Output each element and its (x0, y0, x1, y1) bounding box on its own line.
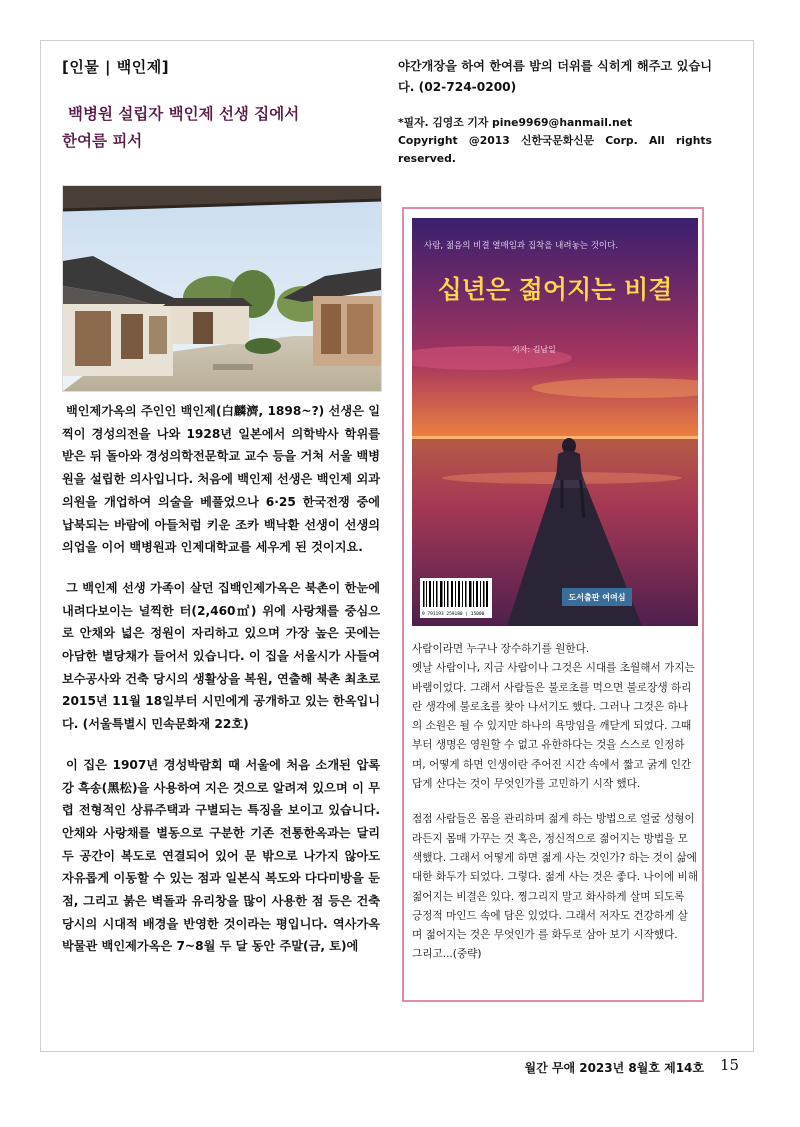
footer-issue: 월간 무애 2023년 8월호 제14호 (524, 1061, 704, 1075)
headline (62, 101, 380, 155)
left-column (62, 56, 380, 958)
article-paragraph-1: 백인제가옥의 주인인 백인제(白麟濟, 1898~?) 선생은 일찍이 경성의전을 나와 1928년 일본에서 의학박사 학위를 받은 뒤 돌아와 경성의학전문학교 교수 등을 거쳐 서울 백병원을 설립한 의사입니다. 처음에 백인제 선생은 백인제 외과의원을 개업하여 의술을 베풀었으나 6·25 한국전쟁 중에 납북되는 바람에 아들처럼 키운 조카 백낙환 선생이 선생의 의업을 이어 백병원과 인제대학교를 세우게 된 것이지요. (62, 404, 380, 555)
article-paragraph-3: 이 집은 1907년 경성박람회 때 서울에 처음 소개된 압록강 흑송(黑松)을 사용하여 지은 것으로 알려져 있으며 이 무렵 전형적인 상류주택과 구별되는 특징을 보이고 있습니다. 안채와 사랑채를 별동으로 구분한 기존 전통한옥과는 달리 두 공간이 복도로 연결되어 있어 문 밖으로 나가지 않아도 자유롭게 이동할 수 있는 점과 일본식 복도와 다다미방을 둔 점, 그리고 붉은 벽돌과 유리창을 많이 사용한 점 등은 건축 당시의 시대적 배경을 반영한 것이라는 평입니다. 역사가옥박물관 백인제가옥은 7~8월 두 달 동안 주말(금, 토)에 (62, 757, 380, 954)
headline-line-1: 백병원 설립자 백인제 선생 집에서 (68, 105, 300, 123)
book-ad-box (402, 207, 704, 1002)
credit-copyright: Copyright @2013 신한국문화신문 Corp. All rights reserved. (398, 134, 712, 165)
article-continuation: 야간개장을 하여 한여름 밤의 더위를 식히게 해주고 있습니다. (02-724-0200) (398, 59, 712, 94)
book-ad-text (412, 640, 698, 965)
article-paragraph-2: 그 백인제 선생 가족이 살던 집백인제가옥은 북촌이 한눈에 내려다보이는 널찍한 터(2,460㎡) 위에 사랑채를 중심으로 안채와 넓은 정원이 자리하고 있으며 가장 높은 곳에는 아담한 별당채가 들어서 있습니다. 이 집을 서울시가 사들여 보수공사와 건축 당시의 생활상을 복원, 연출해 북촌 최초로 2015년 11월 18일부터 시민에게 공개하고 있는 한옥입니다. (서울특별시 민속문화재 22호) (62, 580, 380, 732)
cover-publisher: 도서출판 여여심 (568, 593, 626, 602)
hanok-courtyard-photo (62, 185, 382, 392)
right-column (398, 56, 712, 168)
headline-line-2: 한여름 피서 (62, 132, 143, 150)
hanok-photo-illustration (63, 186, 381, 391)
credit-author: *필자. 김영조 기자 pine9969@hanmail.net (398, 116, 633, 129)
page-number: 15 (720, 1056, 740, 1074)
ad-paragraph-2: 옛날 사람이나, 지금 사람이나 그것은 시대를 초월해서 가지는 바램이었다. 그래서 사람들은 불로초를 먹으면 불로장생 하리란 생각에 불로초를 찾아 나서기도 했다. 그러나 그것은 하나의 소원은 될 수 있지만 하나의 욕망임을 깨닫게 되었다. 그때부터 생명은 영원할 수 없고 유한하다는 것을 스스로 인정하며, 어떻게 하면 인생이란 주어진 시간 속에서 짧고 굵게 인간답게 산다는 것이 무엇인가를 고민하기 시작 했다. (412, 662, 695, 791)
ad-paragraph-1: 사람이라면 누구나 장수하기를 원한다. (412, 643, 590, 655)
cover-author: 지자: 김남일 (512, 345, 556, 354)
book-cover (412, 218, 698, 626)
cover-title: 십년은 젊어지는 비결 (437, 275, 673, 304)
barcode (420, 578, 492, 618)
book-cover-art (412, 218, 698, 626)
section-label: [인물 | 백인제] (62, 58, 170, 76)
barcode-digits: 9 791193 259180 | 15000 (422, 612, 485, 617)
cover-tagline: 사람, 젊음의 비결 열매임과 집착을 내려놓는 것이다. (424, 241, 619, 251)
ad-paragraph-3: 점점 사람들은 몸을 관리하며 젊게 하는 방법으로 얼굴 성형이라든지 몸매 가꾸는 것 혹은, 정신적으로 젊어지는 방법을 모색했다. 그래서 어떻게 하면 젊게 사는 것인가? 하는 것이 삶에 대한 화두가 되었다. 그렇다. 젊게 사는 것은 좋다. 나이에 비해 젊어지는 비결은 있다. 찡그리지 말고 화사하게 살며 되도록 긍정적 마인드 속에 담은 있었다. 그래서 저자도 건강하게 살며 젊어지는 것은 무엇인가 를 화두로 삼아 보기 시작했다. (412, 813, 699, 942)
article-credit (398, 114, 712, 168)
ad-paragraph-4: 그리고...(중략) (412, 948, 482, 961)
